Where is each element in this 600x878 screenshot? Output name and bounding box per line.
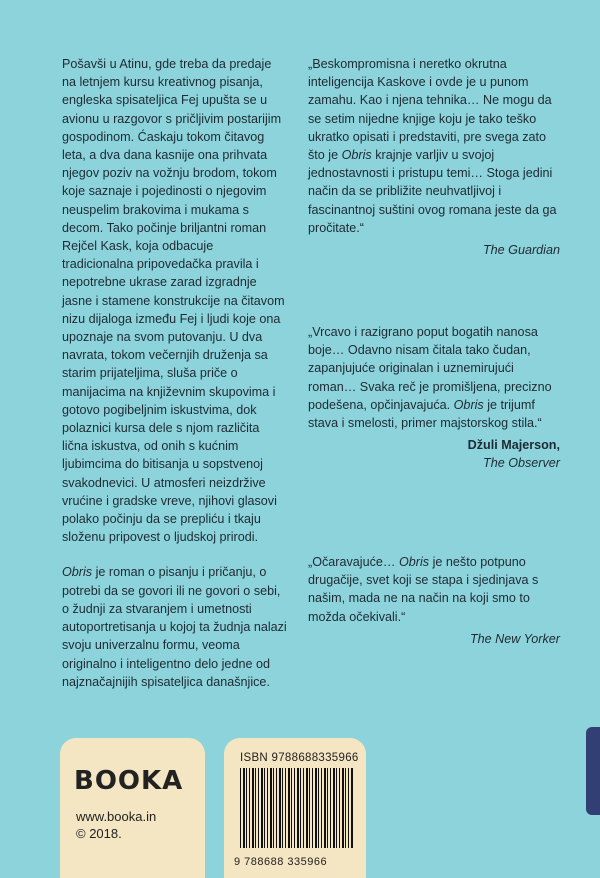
isbn-label: ISBN 9788688335966 [240,752,359,764]
review-quote-observer [308,323,560,473]
publisher-logo: BOOKA [74,766,184,796]
synopsis-paragraph-1: Pošavši u Atinu, gde treba da predaje na letnjem kursu kreativnog pisanja, engleska spisateljica Fej upušta se u avionu u razgovor s pričljivim postarijim gospodinom. Ćaskaju tokom čitavog leta, a dva dana kasnije ona prihvata njegov poziv na vožnju brodom, tokom koje saznaje i pojedinosti o njegovim neuspelim brakovima i mukama s decom. Tako počinje briljantni roman Rejčel Kask, koja odbacuje tradicionalna pripovedačka pravila i nepotrebne ukrase zarad izgradnje jasne i stamene konstrukcije na čitavom nizu dijaloga između Fej i ljudi koje ona upoznaje na svom putovanju. U dva navrata, tokom večernjih druženja sa starim prijateljima, sluša priče o manijacima na književnim skupovima i gotovo pogibeljnim iskustvima, dok polaznici kursa dele s njom različita lična iskustva, od onih s kućnim ljubimcima do bitisanja u sopstvenoj svakodnevici. U atmosferi neizdržive vrućine i gradske vreve, njihovi glasovi polako počinju da se prepliću i tkaju složenu pripovest o ljudskoj prirodi. [62,57,285,545]
review-quote-guardian [308,55,560,259]
publisher-tab [60,738,205,878]
quote-source: The Observer [483,456,560,471]
barcode [240,768,354,848]
quote-text-part: krajnje varljiv u svojoj jednostavnosti i pristupu temi… Stoga jedini način da se približite neuhvatljivoj i fascinantnoj suštini ovog romana jeste da ga pročitate.“ [308,148,557,235]
publisher-website: www.booka.in [76,809,157,824]
quote-source: The Guardian [482,243,560,258]
quote-text [308,553,560,626]
quote-text-part: „Očaravajuće… [308,555,399,569]
barcode-number: 9 788688 335966 [234,856,328,868]
book-title-italic: Obris [62,565,93,580]
quote-text [308,55,560,237]
synopsis-paragraph-2-text: je roman o pisanju i pričanju, o potrebi da se govori ili ne govori o sebi, o žudnji za stvaranjem i umetnosti autoportretisanja u kojoj ta žudnja nalazi svoju univerzalnu formu, veoma originalno i inteligentno delo jedne od najznačajnijih spisateljica današnjice. [62,565,287,689]
synopsis [62,55,287,691]
quote-title-italic: Obris [341,148,372,163]
copyright: © 2018. [76,826,122,841]
quote-title-italic: Obris [453,397,484,412]
quote-source: The New Yorker [469,631,560,646]
synopsis-paragraph-2 [62,563,287,690]
isbn-tab [224,738,366,878]
quote-author: Džuli Majerson, [467,438,560,453]
quote-title-italic: Obris [399,555,430,569]
side-tab [586,727,600,815]
quote-text-part: je trijumf stava i smelosti, primer majstorskog stila.“ [308,397,542,431]
publisher-info [76,808,156,842]
quote-text-part: je nešto potpuno drugačije, svet koji se stapa i sjedinjava s našim, mada ne na način na koji smo to možda očekivali.“ [308,555,539,624]
quote-text-part: „Vrcavo i razigrano poput bogatih nanosa boje… Odavno nisam čitala tako čudan, zapanjujuće originalan i uznemirujući roman… Svaka reč je promišljena, precizno podešena, opčinjavajuća. [308,325,552,412]
quote-text-part: „Beskompromisna i neretko okrutna inteligencija Kaskove i ovde je u punom zamahu. Kao i njena tehnika… Ne mogu da se setim nijedne knjige koju je tako teško ukratko opisati i predstaviti, pre svega zato što je [308,57,552,163]
review-quote-new-yorker [308,553,560,648]
quote-text [308,323,560,432]
